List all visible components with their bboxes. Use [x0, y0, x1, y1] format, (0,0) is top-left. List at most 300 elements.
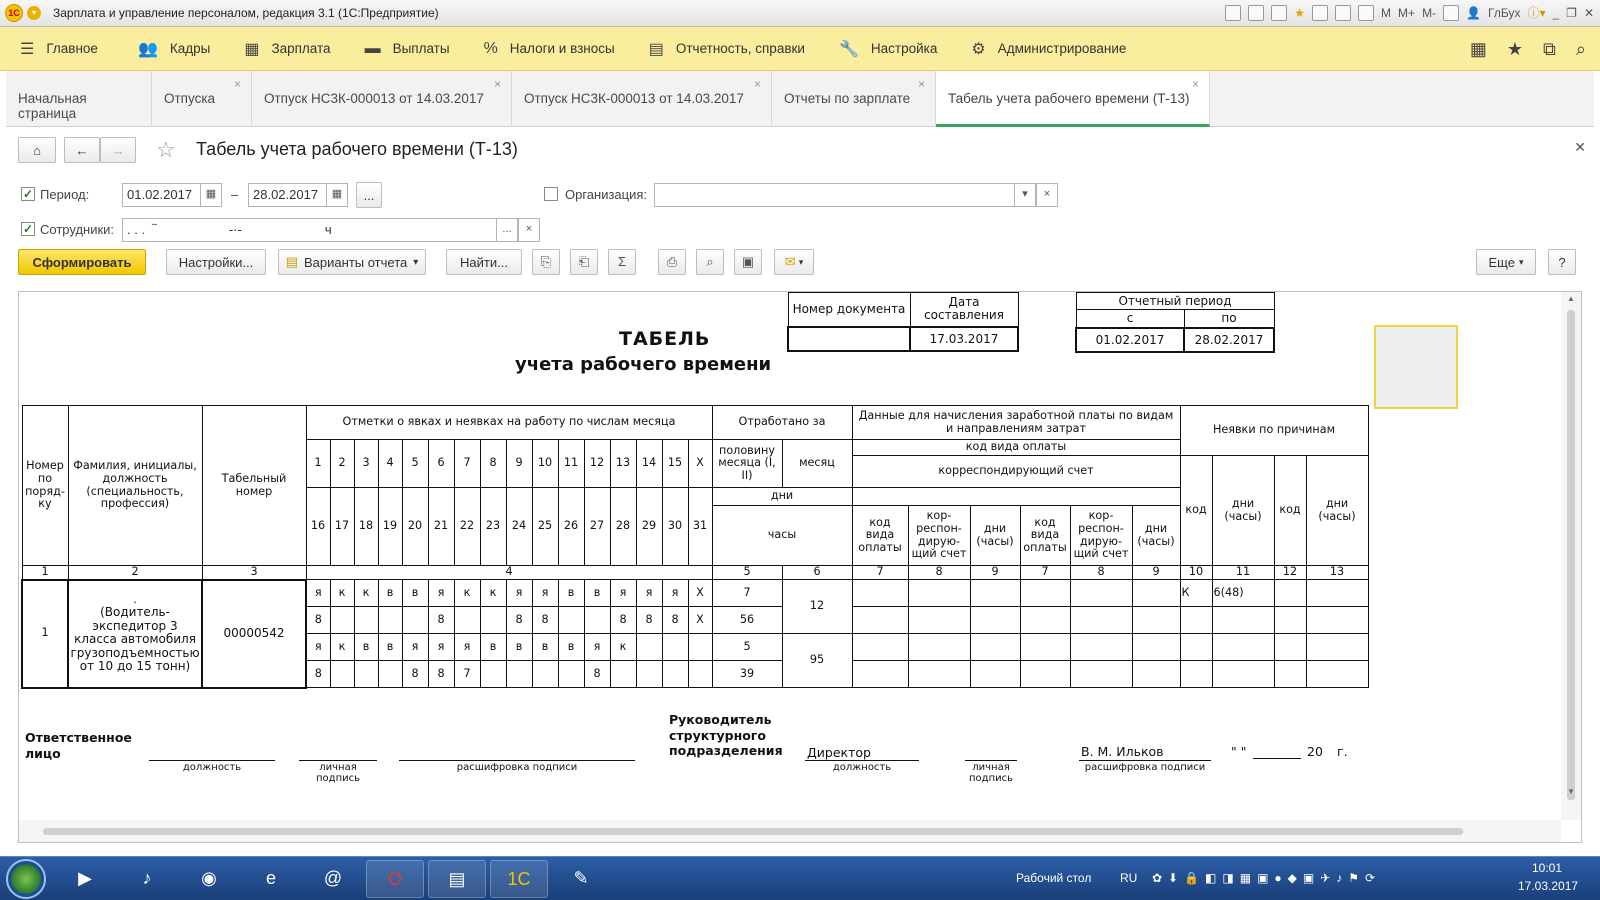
chevron-down-icon: ▾	[1518, 256, 1524, 267]
favorites-icon[interactable]: ★	[1506, 39, 1524, 59]
employees-checkbox[interactable]: ✓	[22, 222, 34, 236]
paste-icon[interactable]: ⎗	[570, 249, 598, 275]
header-paycode-value: корреспондирующий счет	[852, 456, 1180, 488]
scroll-up-icon[interactable]: ▲	[1567, 294, 1575, 303]
tab-vacation-doc-2[interactable]	[512, 71, 772, 127]
favorites-star-icon[interactable]: ★	[1294, 5, 1306, 20]
day-mark: я	[428, 580, 454, 607]
signature-line	[399, 760, 635, 761]
close-tab-icon[interactable]: ×	[917, 77, 925, 91]
help-button[interactable]: ?	[1548, 249, 1576, 275]
day-header: 27	[584, 488, 610, 566]
calculator-icon: ▦	[244, 40, 260, 58]
mail-agent-icon[interactable]: @	[323, 868, 343, 888]
payroll-cell	[908, 634, 970, 661]
day-mark: к	[354, 580, 378, 607]
day-mark	[378, 607, 402, 634]
header-payroll: Данные для начисления заработной платы по видам и направлениям затрат	[852, 406, 1180, 440]
col-number: 1	[22, 566, 68, 580]
start-button[interactable]	[6, 859, 46, 899]
menu-main[interactable]: Главное	[46, 41, 98, 56]
menu-label: Налоги и взносы	[509, 41, 615, 56]
search-icon[interactable]: ⌕	[1575, 39, 1586, 59]
month-hours: 95	[782, 634, 852, 688]
day-mark	[532, 661, 558, 688]
header-abs-days: дни (часы)	[1212, 456, 1274, 566]
day-header: 21	[428, 488, 454, 566]
scrollbar-thumb[interactable]	[1567, 310, 1575, 800]
day-header: 18	[354, 488, 378, 566]
day-mark	[330, 661, 354, 688]
day-mark: к	[330, 634, 354, 661]
day-mark	[688, 661, 712, 688]
absence-days	[1212, 634, 1274, 661]
day-mark	[454, 607, 480, 634]
desktop-label[interactable]: Рабочий стол	[1016, 871, 1092, 885]
col-number: 12	[1274, 566, 1306, 580]
day-header: 23	[480, 488, 506, 566]
day-mark	[506, 661, 532, 688]
payroll-cell	[1070, 634, 1132, 661]
day-mark	[480, 607, 506, 634]
day-mark: в	[378, 580, 402, 607]
day-mark: 8	[584, 661, 610, 688]
col-number: 4	[306, 566, 712, 580]
day-mark: 8	[428, 661, 454, 688]
1c-logo-icon[interactable]: 1С	[5, 4, 23, 22]
clear-icon[interactable]: ×	[1036, 183, 1058, 207]
print-icon[interactable]: ⎙	[658, 249, 686, 275]
doc-date-value: 17.03.2017	[910, 327, 1018, 351]
arrow-right-icon: →	[111, 142, 125, 158]
day-mark	[662, 634, 688, 661]
select-employees-button[interactable]: ...	[496, 218, 518, 242]
report-variants-button[interactable]	[278, 249, 426, 275]
signature-line	[805, 760, 919, 761]
header-days: дни	[712, 488, 852, 506]
col-number: 10	[1180, 566, 1212, 580]
doc-number-value	[788, 327, 910, 351]
responsible-label: Ответственное лицо	[25, 730, 132, 761]
organization-checkbox[interactable]	[544, 187, 558, 201]
copy-icon[interactable]: ⎘	[532, 249, 560, 275]
day-mark: я	[306, 580, 330, 607]
preview-icon[interactable]	[1271, 5, 1287, 21]
tab-home[interactable]	[6, 71, 152, 127]
header-row	[22, 406, 1368, 440]
signature-line	[299, 760, 377, 761]
explorer-icon[interactable]: ▤	[428, 860, 486, 898]
day-header: 11	[558, 440, 584, 488]
wrench-icon: 🔧	[838, 40, 859, 58]
media-player-icon[interactable]: ▶	[78, 868, 92, 888]
day-header: 14	[636, 440, 662, 488]
app-menu-icon[interactable]: ▾	[27, 6, 41, 20]
day-mark: 8	[306, 607, 330, 634]
close-tab-icon[interactable]: ×	[233, 77, 241, 91]
back-button[interactable]	[64, 137, 100, 163]
memory-mplus-button[interactable]: M+	[1398, 5, 1416, 20]
half-month-value: 39	[712, 661, 782, 688]
day-header: Х	[688, 440, 712, 488]
col-number: 3	[202, 566, 306, 580]
menu-label: Администрирование	[997, 41, 1127, 56]
header-name: Фамилия, инициалы, должность (специальность, профессия)	[68, 406, 202, 566]
memory-mminus-button[interactable]: M-	[1422, 5, 1437, 20]
day-header: 22	[454, 488, 480, 566]
day-mark: 7	[454, 661, 480, 688]
day-header: 10	[532, 440, 558, 488]
chevron-down-icon: ▾	[413, 256, 419, 268]
panels-icon[interactable]	[1443, 5, 1459, 21]
header-abs-days-2: дни (часы)	[1306, 456, 1368, 566]
col-number: 9	[1132, 566, 1180, 580]
save-icon[interactable]	[1225, 5, 1241, 21]
employees-label: Сотрудники:	[40, 222, 115, 237]
day-header: 28	[610, 488, 636, 566]
employee-name-dots: .	[133, 592, 137, 606]
close-tab-icon[interactable]: ×	[1191, 77, 1199, 91]
day-header: 6	[428, 440, 454, 488]
vertical-scrollbar[interactable]	[1561, 292, 1581, 820]
sum-icon[interactable]: Σ	[608, 249, 636, 275]
functions-grid-icon[interactable]: ▦	[1469, 39, 1487, 59]
period-checkbox[interactable]: ✓	[22, 187, 34, 201]
menu-label: Отчетность, справки	[675, 41, 805, 56]
day-header: 3	[354, 440, 378, 488]
clock-date[interactable]: 17.03.2017	[1518, 879, 1579, 893]
restore-button[interactable]: ❐	[1566, 5, 1577, 20]
history-icon[interactable]: ⧉	[1543, 39, 1556, 59]
signature-decode-caption: расшифровка подписи	[1084, 762, 1206, 773]
day-mark: я	[506, 580, 532, 607]
absence-days	[1306, 607, 1368, 634]
report-variants-label: Варианты отчета	[304, 254, 408, 270]
header-number: Номер по поряд-ку	[22, 406, 68, 566]
col-number: 11	[1212, 566, 1274, 580]
memory-m-button[interactable]: M	[1381, 5, 1392, 20]
tab-timesheet[interactable]	[936, 71, 1210, 127]
people-icon: 👥	[137, 40, 158, 58]
menu-item-taxes[interactable]	[484, 40, 615, 58]
date-quotes: " "	[1231, 744, 1247, 759]
day-mark: в	[532, 634, 558, 661]
day-mark: 8	[402, 661, 428, 688]
day-mark	[662, 661, 688, 688]
tab-label: Табель учета рабочего времени (Т-13)	[948, 91, 1190, 106]
absence-code	[1274, 661, 1306, 688]
absence-days	[1306, 634, 1368, 661]
col-number: 8	[908, 566, 970, 580]
window-title: Зарплата и управление персоналом, редакция 3.1 (1С:Предприятие)	[53, 6, 439, 20]
signature-decode-caption: расшифровка подписи	[456, 762, 578, 773]
head-label: Руководитель структурного подразделения	[669, 712, 783, 759]
header-days-hours: дни (часы)	[1132, 506, 1180, 566]
home-button[interactable]	[18, 137, 56, 163]
day-mark	[330, 607, 354, 634]
period-select-button[interactable]: ...	[356, 182, 382, 208]
day-header: 13	[610, 440, 636, 488]
form-title: Табель учета рабочего времени (Т-13)	[196, 139, 518, 159]
more-button[interactable]	[1476, 249, 1536, 275]
period-label: Период:	[40, 187, 90, 202]
col-number: 6	[782, 566, 852, 580]
day-header: 16	[306, 488, 330, 566]
absence-code	[1274, 607, 1306, 634]
report-document	[18, 291, 1582, 843]
header-abs-code: код	[1180, 456, 1212, 566]
selected-cell-highlight[interactable]	[1374, 325, 1458, 409]
day-header: 2	[330, 440, 354, 488]
menu-label: Кадры	[169, 41, 211, 56]
main-menu	[0, 27, 1600, 71]
col-number: 9	[970, 566, 1020, 580]
day-mark: 8	[306, 661, 330, 688]
wallet-icon: ▬	[364, 39, 381, 57]
forward-button[interactable]	[100, 137, 136, 163]
head-position: Директор	[807, 745, 871, 760]
day-mark	[610, 661, 636, 688]
col-number: 7	[852, 566, 908, 580]
year-prefix: 20	[1307, 744, 1323, 759]
day-mark: я	[662, 580, 688, 607]
day-mark	[558, 661, 584, 688]
generate-button[interactable]: Сформировать	[18, 249, 146, 275]
period-from-input[interactable]: 01.02.2017	[122, 183, 202, 207]
menu-item-staff[interactable]	[138, 39, 210, 59]
day-mark: в	[558, 580, 584, 607]
signature-line	[149, 760, 275, 761]
absence-code	[1180, 661, 1212, 688]
home-icon: ⌂	[33, 142, 41, 158]
find-button[interactable]: Найти...	[446, 249, 522, 275]
1c-taskbar-icon[interactable]: 1С	[490, 860, 548, 898]
chrome-icon[interactable]: ◉	[201, 868, 217, 888]
paint-icon[interactable]: ✎	[573, 868, 589, 888]
print-icon[interactable]	[1248, 5, 1264, 21]
close-tab-icon[interactable]: ×	[493, 77, 501, 91]
favorite-star-icon[interactable]: ☆	[156, 137, 176, 162]
tab-label: Отпуска	[164, 91, 216, 106]
tab-label: Начальная страница	[18, 91, 87, 121]
close-window-button[interactable]: ✕	[1583, 5, 1594, 20]
percent-icon: %	[483, 39, 498, 57]
day-mark	[378, 661, 402, 688]
close-form-icon[interactable]: ✕	[1574, 139, 1586, 155]
user-icon: 👤	[1466, 5, 1482, 20]
col-number: 13	[1306, 566, 1368, 580]
minimize-button[interactable]: _	[1552, 5, 1560, 20]
menu-item-salary[interactable]	[244, 39, 330, 59]
report-subtitle: учета рабочего времени	[515, 354, 772, 375]
day-mark: я	[402, 634, 428, 661]
report-period-from: 01.02.2017	[1076, 328, 1184, 352]
clear-icon[interactable]: ×	[518, 218, 540, 242]
calendar-icon[interactable]	[1358, 5, 1374, 21]
day-mark: 8	[662, 607, 688, 634]
opera-icon[interactable]: O	[366, 860, 424, 898]
day-header: 9	[506, 440, 532, 488]
settings-button[interactable]: Настройки...	[166, 249, 266, 275]
calendar-icon[interactable]: ▦	[200, 183, 222, 207]
arrow-left-icon: ←	[75, 142, 89, 158]
day-header: 12	[584, 440, 610, 488]
day-header: 31	[688, 488, 712, 566]
organization-input[interactable]	[654, 183, 1016, 207]
personal-signature-caption: личная подпись	[316, 762, 360, 784]
form-header	[6, 127, 1594, 295]
tab-label: Отпуск НС3К-000013 от 14.03.2017	[524, 91, 744, 106]
month-days: 12	[782, 580, 852, 634]
day-mark	[688, 634, 712, 661]
more-label: Еще	[1488, 254, 1515, 270]
payroll-cell	[852, 607, 908, 634]
header-corr-acc: кор-респон-дирую-щий счет	[908, 506, 970, 566]
day-header: 1	[306, 440, 330, 488]
day-mark: я	[306, 634, 330, 661]
day-mark: в	[558, 634, 584, 661]
day-header: 29	[636, 488, 662, 566]
hamburger-icon: ☰	[20, 40, 35, 58]
day-mark: я	[584, 634, 610, 661]
col-number: 7	[1020, 566, 1070, 580]
menu-item-settings[interactable]	[839, 39, 937, 59]
gear-icon: ⚙	[971, 40, 986, 58]
internet-explorer-icon[interactable]: e	[265, 868, 276, 888]
column-numbers-row	[22, 566, 1368, 580]
menu-item-payments[interactable]	[365, 40, 450, 58]
day-header: 4	[378, 440, 402, 488]
payroll-cell	[1020, 634, 1070, 661]
absence-days	[1212, 661, 1274, 688]
day-mark	[354, 661, 378, 688]
user-name[interactable]: ГлБух	[1488, 5, 1521, 20]
period-from-header: с	[1076, 310, 1184, 328]
date-line	[1253, 758, 1301, 759]
close-tab-icon[interactable]: ×	[753, 77, 761, 91]
header-month: месяц	[782, 440, 852, 488]
bookmark-icon[interactable]	[1312, 5, 1328, 21]
day-mark: я	[610, 580, 636, 607]
day-mark: я	[636, 580, 662, 607]
volume-app-icon[interactable]: ♪	[142, 868, 152, 888]
half-month-value: 5	[712, 634, 782, 661]
day-header: 7	[454, 440, 480, 488]
payroll-cell	[1132, 634, 1180, 661]
tray-icons[interactable]: ✿⬇🔒◧◨▦▣●◆▣✈♪⚑⟳	[1152, 871, 1382, 885]
day-mark: Х	[688, 607, 712, 634]
payroll-cell	[908, 661, 970, 688]
employees-input[interactable]: . . . ‾ -·- ч	[122, 218, 498, 242]
period-to-input[interactable]: 28.02.2017	[248, 183, 328, 207]
absence-code	[1274, 634, 1306, 661]
day-mark: Х	[688, 580, 712, 607]
absence-days	[1306, 661, 1368, 688]
absence-code	[1180, 607, 1212, 634]
absence-code	[1274, 580, 1306, 607]
header-corr-value	[852, 488, 1180, 506]
day-mark: в	[506, 634, 532, 661]
payroll-cell	[970, 607, 1020, 634]
day-mark: я	[454, 634, 480, 661]
tab-vacation-doc-1[interactable]	[252, 71, 512, 127]
day-header: 24	[506, 488, 532, 566]
personal-signature-caption: личная подпись	[969, 762, 1013, 784]
send-email-button[interactable]	[774, 249, 814, 275]
day-mark	[584, 607, 610, 634]
day-mark	[636, 634, 662, 661]
tab-salary-reports[interactable]	[772, 71, 936, 127]
menu-toggle[interactable]	[20, 39, 98, 59]
clock-time[interactable]: 10:01	[1532, 861, 1563, 875]
payroll-cell	[970, 580, 1020, 607]
language-indicator[interactable]: RU	[1120, 871, 1138, 885]
menu-item-admin[interactable]	[971, 39, 1126, 59]
header-abs-code-2: код	[1274, 456, 1306, 566]
signature-line	[1079, 760, 1211, 761]
payroll-cell	[908, 607, 970, 634]
scroll-down-icon[interactable]: ▼	[1567, 787, 1575, 796]
scrollbar-thumb[interactable]	[43, 828, 1463, 835]
day-mark: 8	[428, 607, 454, 634]
payroll-cell	[1070, 607, 1132, 634]
timesheet-body	[22, 406, 1368, 688]
report-period-header: Отчетный период	[1076, 293, 1274, 310]
dropdown-icon[interactable]: ▾	[1014, 183, 1036, 207]
period-dash: –	[231, 187, 239, 202]
spreadsheet-area[interactable]	[19, 292, 1559, 820]
col-number: 8	[1070, 566, 1132, 580]
employee-position: (Водитель-экспедитор 3 класса автомобиля грузоподъемностью от 10 до 15 тонн)	[70, 605, 200, 673]
report-title: ТАБЕЛЬ	[619, 328, 711, 350]
day-mark: я	[428, 634, 454, 661]
col-number: 2	[68, 566, 202, 580]
day-header: 26	[558, 488, 584, 566]
save-icon[interactable]: ▣	[734, 249, 762, 275]
day-mark: к	[330, 580, 354, 607]
day-header: 19	[378, 488, 402, 566]
absence-code: К	[1180, 580, 1212, 607]
day-mark: в	[354, 634, 378, 661]
doc-info-table	[787, 292, 1019, 352]
calendar-icon[interactable]: ▦	[326, 183, 348, 207]
windows-taskbar	[0, 856, 1600, 900]
employee-tab-number: 00000542	[202, 580, 306, 688]
day-mark	[558, 607, 584, 634]
payroll-cell	[1020, 661, 1070, 688]
period-info-table	[1075, 292, 1275, 353]
calculator-icon[interactable]	[1335, 5, 1351, 21]
preview-icon[interactable]: ⌕	[696, 249, 724, 275]
day-header: 17	[330, 488, 354, 566]
window-titlebar	[0, 0, 1600, 27]
tab-label: Отчеты по зарплате	[784, 91, 911, 106]
header-pay-code: код вида оплаты	[852, 506, 908, 566]
day-mark: к	[610, 634, 636, 661]
payroll-cell	[1132, 661, 1180, 688]
day-mark: к	[454, 580, 480, 607]
day-mark	[480, 661, 506, 688]
menu-item-reports[interactable]	[649, 39, 805, 59]
employee-name-cell	[68, 580, 202, 688]
tab-vacations[interactable]	[152, 71, 252, 127]
header-absence: Неявки по причинам	[1180, 406, 1368, 456]
day-mark: в	[378, 634, 402, 661]
head-name: В. М. Ильков	[1081, 744, 1164, 759]
info-icon[interactable]: ⓘ▾	[1527, 6, 1546, 20]
horizontal-scrollbar[interactable]	[19, 820, 1561, 842]
menu-label: Зарплата	[271, 41, 331, 56]
